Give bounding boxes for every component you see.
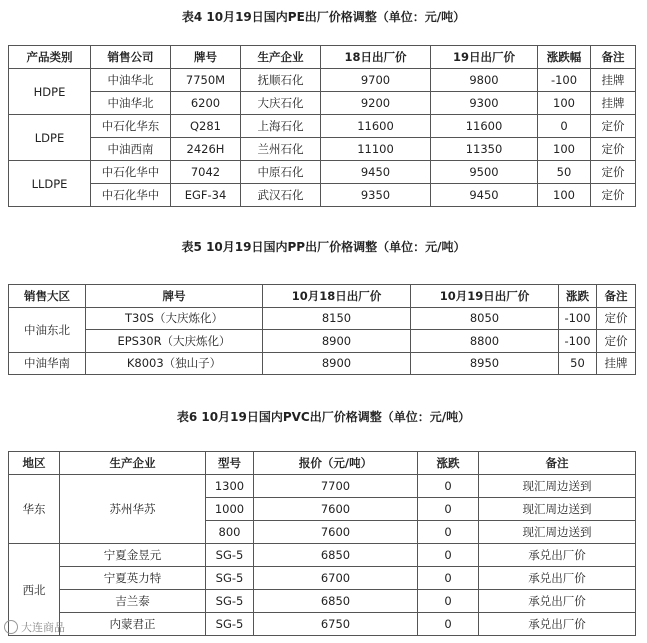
cell: 上海石化 — [241, 115, 321, 138]
cell: 大庆石化 — [241, 92, 321, 115]
header-cell: 生产企业 — [60, 452, 206, 475]
cell: 0 — [418, 613, 479, 636]
cell: 8800 — [411, 330, 559, 353]
table-header-row — [9, 452, 636, 475]
table6-title: 表6 10月19日国内PVC出厂价格调整（单位：元/吨） — [176, 410, 471, 424]
header-cell: 涨跌 — [418, 452, 479, 475]
table-row — [9, 115, 636, 138]
cell: 11600 — [321, 115, 431, 138]
cell: 内蒙君正 — [60, 613, 206, 636]
region-cell: 华东 — [9, 475, 60, 544]
cell: 6750 — [254, 613, 418, 636]
header-cell: 涨跌幅 — [538, 46, 591, 69]
cell: -100 — [538, 69, 591, 92]
cell: 宁夏英力特 — [60, 567, 206, 590]
cell: 0 — [538, 115, 591, 138]
cell: 8150 — [263, 307, 411, 330]
header-cell: 10月19日出厂价 — [411, 285, 559, 308]
cell: 9450 — [431, 184, 538, 207]
cell: 6200 — [171, 92, 241, 115]
cell: 定价 — [591, 184, 636, 207]
cell: 承兑出厂价 — [479, 567, 636, 590]
cell: SG-5 — [206, 567, 254, 590]
cell: 吉兰泰 — [60, 590, 206, 613]
group-cell: LDPE — [9, 115, 91, 161]
table-row — [9, 307, 636, 330]
cell: 现汇周边送到 — [479, 475, 636, 498]
cell: 8900 — [263, 352, 411, 375]
cell: 兰州石化 — [241, 138, 321, 161]
cell: 11100 — [321, 138, 431, 161]
cell: 50 — [538, 161, 591, 184]
cell: 9700 — [321, 69, 431, 92]
cell: 7600 — [254, 498, 418, 521]
cell: 9300 — [431, 92, 538, 115]
cell: 9800 — [431, 69, 538, 92]
cell: 7042 — [171, 161, 241, 184]
cell: 7600 — [254, 521, 418, 544]
cell: 6850 — [254, 590, 418, 613]
cell: 9450 — [321, 161, 431, 184]
header-cell: 地区 — [9, 452, 60, 475]
table5-title: 表5 10月19日国内PP出厂价格调整（单位：元/吨） — [181, 240, 466, 254]
cell: SG-5 — [206, 544, 254, 567]
cell: 7700 — [254, 475, 418, 498]
header-cell: 备注 — [597, 285, 636, 308]
pp-price-table — [8, 284, 636, 375]
table-row — [9, 352, 636, 375]
group-cell: LLDPE — [9, 161, 91, 207]
cell: 8950 — [411, 352, 559, 375]
cell: 50 — [559, 352, 597, 375]
cell: 中石化华东 — [91, 115, 171, 138]
watermark-text: 大连商品 — [21, 621, 65, 634]
header-cell: 生产企业 — [241, 46, 321, 69]
cell: 定价 — [597, 307, 636, 330]
header-cell: 产品类别 — [9, 46, 91, 69]
cell: 800 — [206, 521, 254, 544]
table-row — [9, 590, 636, 613]
pe-price-table — [8, 45, 636, 207]
cell: 11600 — [431, 115, 538, 138]
table-header-row — [9, 46, 636, 69]
cell: 9500 — [431, 161, 538, 184]
cell: 武汉石化 — [241, 184, 321, 207]
group-cell: 中油华南 — [9, 352, 86, 375]
header-cell: 报价（元/吨） — [254, 452, 418, 475]
cell: SG-5 — [206, 613, 254, 636]
cell: 定价 — [591, 115, 636, 138]
cell: 承兑出厂价 — [479, 613, 636, 636]
header-cell: 涨跌 — [559, 285, 597, 308]
cell: 现汇周边送到 — [479, 521, 636, 544]
header-cell: 19日出厂价 — [431, 46, 538, 69]
company-cell: 苏州华苏 — [60, 475, 206, 544]
header-cell: 牌号 — [171, 46, 241, 69]
cell: 0 — [418, 567, 479, 590]
cell: K8003（独山子） — [86, 352, 263, 375]
cell: -100 — [559, 307, 597, 330]
group-cell: 中油东北 — [9, 307, 86, 352]
cell: 定价 — [591, 161, 636, 184]
table-row — [9, 475, 636, 498]
header-cell: 销售大区 — [9, 285, 86, 308]
cell: 中油华北 — [91, 69, 171, 92]
table-row — [9, 138, 636, 161]
table-row — [9, 161, 636, 184]
cell: 定价 — [591, 138, 636, 161]
cell: 1000 — [206, 498, 254, 521]
cell: 0 — [418, 475, 479, 498]
table-row — [9, 544, 636, 567]
cell: 0 — [418, 521, 479, 544]
cell: 1300 — [206, 475, 254, 498]
region-cell: 西北 — [9, 544, 60, 636]
cell: 6850 — [254, 544, 418, 567]
cell: 8900 — [263, 330, 411, 353]
cell: 中油西南 — [91, 138, 171, 161]
header-cell: 销售公司 — [91, 46, 171, 69]
cell: 中油华北 — [91, 92, 171, 115]
header-cell: 18日出厂价 — [321, 46, 431, 69]
cell: SG-5 — [206, 590, 254, 613]
cell: 宁夏金昱元 — [60, 544, 206, 567]
cell: 定价 — [597, 330, 636, 353]
table-header-row — [9, 285, 636, 308]
header-cell: 牌号 — [86, 285, 263, 308]
pvc-price-table — [8, 451, 636, 636]
cell: Q281 — [171, 115, 241, 138]
cell: 中原石化 — [241, 161, 321, 184]
table-row — [9, 330, 636, 353]
cell: 承兑出厂价 — [479, 544, 636, 567]
cell: 2426H — [171, 138, 241, 161]
cell: 9200 — [321, 92, 431, 115]
cell: 8050 — [411, 307, 559, 330]
cell: 抚顺石化 — [241, 69, 321, 92]
cell: -100 — [559, 330, 597, 353]
cell: 0 — [418, 544, 479, 567]
cell: 100 — [538, 184, 591, 207]
cell: 挂牌 — [597, 352, 636, 375]
cell: EGF-34 — [171, 184, 241, 207]
header-cell: 备注 — [479, 452, 636, 475]
cell: 中石化华中 — [91, 184, 171, 207]
table4-title: 表4 10月19日国内PE出厂价格调整（单位：元/吨） — [181, 10, 466, 24]
table-row — [9, 613, 636, 636]
cell: 7750M — [171, 69, 241, 92]
cell: 0 — [418, 590, 479, 613]
cell: 0 — [418, 498, 479, 521]
cell: 承兑出厂价 — [479, 590, 636, 613]
cell: 中石化华中 — [91, 161, 171, 184]
header-cell: 10月18日出厂价 — [263, 285, 411, 308]
cell: 6700 — [254, 567, 418, 590]
cell: 挂牌 — [591, 69, 636, 92]
cell: EPS30R（大庆炼化） — [86, 330, 263, 353]
watermark-logo-icon — [4, 620, 18, 634]
table-row — [9, 69, 636, 92]
table-row — [9, 92, 636, 115]
cell: 现汇周边送到 — [479, 498, 636, 521]
cell: 100 — [538, 92, 591, 115]
cell: T30S（大庆炼化） — [86, 307, 263, 330]
table-row — [9, 184, 636, 207]
header-cell: 备注 — [591, 46, 636, 69]
watermark — [4, 619, 65, 635]
header-cell: 型号 — [206, 452, 254, 475]
cell: 100 — [538, 138, 591, 161]
cell: 挂牌 — [591, 92, 636, 115]
group-cell: HDPE — [9, 69, 91, 115]
table-row — [9, 567, 636, 590]
cell: 11350 — [431, 138, 538, 161]
cell: 9350 — [321, 184, 431, 207]
